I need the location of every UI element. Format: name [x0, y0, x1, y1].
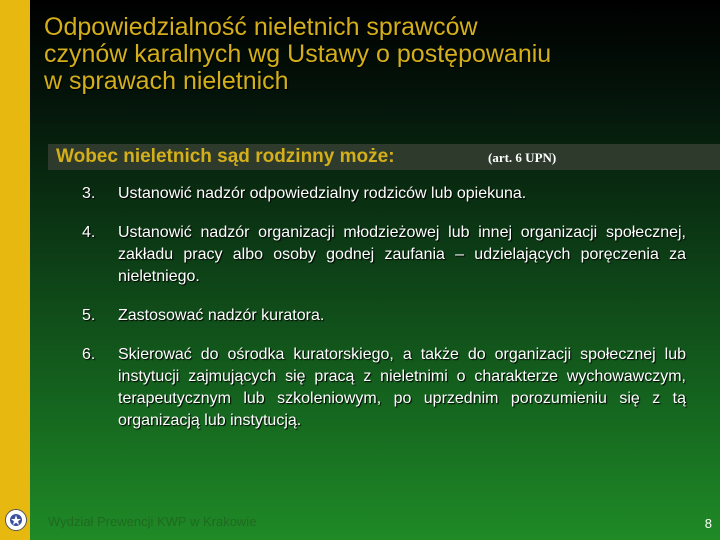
police-emblem-icon: [5, 508, 27, 532]
title-line: czynów karalnych wg Ustawy o postępowaniu: [44, 40, 552, 68]
list-item: [82, 305, 686, 327]
legal-reference: (art. 6 UPN): [488, 150, 557, 165]
item-text: Ustanowić nadzór organizacji młodzieżowej lub innej organizacji społecznej, zakładu pracy albo osoby godnej zaufania – udzielających poręczenia za nieletniego.: [118, 224, 686, 285]
item-number: 3.: [82, 185, 96, 202]
item-number: 4.: [82, 224, 96, 241]
list-item: [82, 183, 686, 205]
list-item: [82, 222, 686, 288]
item-number: 5.: [82, 307, 96, 324]
sidebar-accent: [0, 0, 30, 540]
item-number: 6.: [82, 346, 96, 363]
subheader-bar: [48, 144, 720, 170]
title-line: w sprawach nieletnich: [44, 67, 289, 95]
subheader-label: Wobec nieletnich sąd rodzinny może:: [56, 146, 395, 167]
footer-text: Wydział Prewencji KWP w Krakowie: [48, 514, 257, 529]
item-text: Ustanowić nadzór odpowiedzialny rodziców lub opiekuna.: [118, 185, 527, 202]
numbered-list: [82, 183, 686, 449]
item-text: Zastosować nadzór kuratora.: [118, 307, 325, 324]
title-line: Odpowiedzialność nieletnich sprawców: [44, 13, 478, 41]
list-item: [82, 344, 686, 432]
slide-title: [44, 14, 684, 95]
item-text: Skierować do ośrodka kuratorskiego, a także do organizacji społecznej lub instytucji zajmujących się pracą z nieletnimi o charakterze wychowawczym, terapeutycznym lub szkoleniowym, po uprzednim porozumieniu się z tą organizacją lub instytucją.: [118, 346, 686, 429]
page-number: 8: [704, 516, 712, 531]
